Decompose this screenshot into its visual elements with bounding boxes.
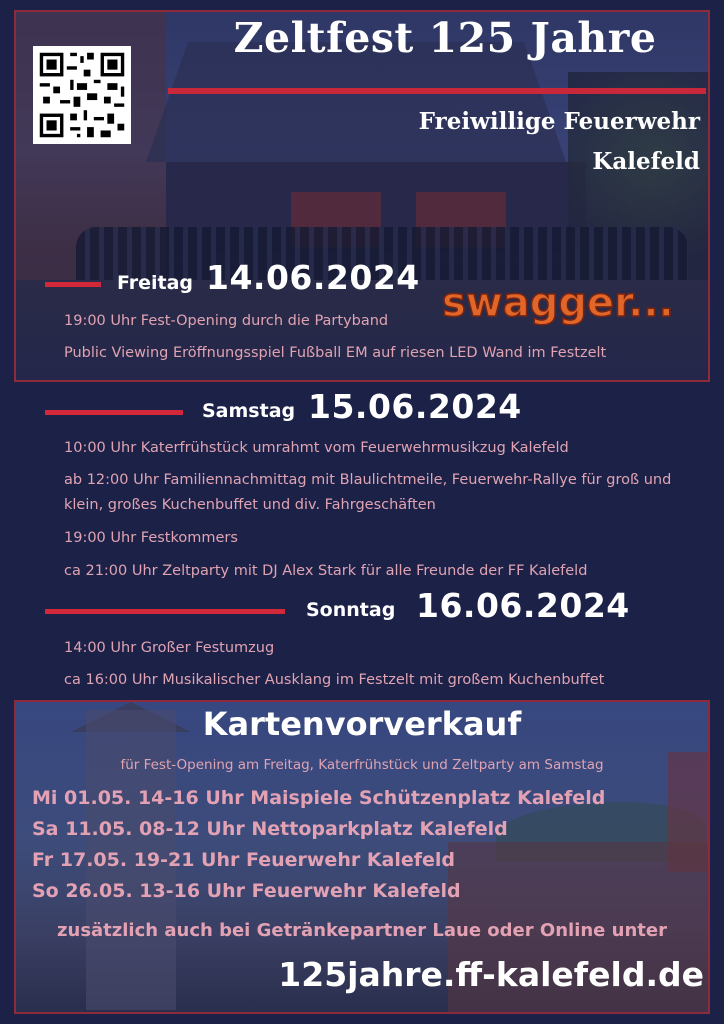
presale-online-note: zusätzlich auch bei Getränkepartner Laue oder Online unter (57, 920, 667, 941)
day-name-friday: Freitag (117, 272, 194, 294)
event-friday-2: Public Viewing Eröffnungsspiel Fußball EM auf riesen LED Wand im Festzelt (64, 345, 607, 361)
organizer-name: Freiwillige Feuerwehr (418, 108, 700, 135)
swagger-band-logo (440, 280, 700, 330)
day-name-sunday: Sonntag (306, 599, 396, 621)
event-sunday-1: 14:00 Uhr Großer Festumzug (64, 640, 275, 656)
day-marker-bar (45, 410, 183, 415)
event-title: Zeltfest 125 Jahre (233, 14, 657, 62)
day-name-saturday: Samstag (202, 400, 296, 422)
presale-date-3: Fr 17.05. 19-21 Uhr Feuerwehr Kalefeld (32, 849, 456, 871)
presale-date-2: Sa 11.05. 08-12 Uhr Nettoparkplatz Kalefeld (32, 818, 508, 840)
website-link[interactable]: 125jahre.ff-kalefeld.de (278, 955, 704, 994)
date-sunday: 16.06.2024 (416, 586, 630, 625)
event-saturday-1: 10:00 Uhr Katerfrühstück umrahmt vom Feuerwehrmusikzug Kalefeld (64, 440, 569, 456)
title-underline (168, 88, 706, 94)
event-friday-1: 19:00 Uhr Fest-Opening durch die Partyband (64, 313, 389, 329)
organizer-location: Kalefeld (592, 148, 700, 175)
date-saturday: 15.06.2024 (308, 387, 522, 426)
day-marker-bar (45, 609, 285, 614)
presale-date-4: So 26.05. 13-16 Uhr Feuerwehr Kalefeld (32, 880, 461, 902)
event-saturday-3: 19:00 Uhr Festkommers (64, 530, 238, 546)
event-sunday-2: ca 16:00 Uhr Musikalischer Ausklang im Festzelt mit großem Kuchenbuffet (64, 672, 605, 688)
qr-code-icon[interactable] (33, 46, 131, 144)
event-saturday-2: ab 12:00 Uhr Familiennachmittag mit Blaulichtmeile, Feuerwehr-Rallye für groß und klein, großes Kuchenbuffet und div. Fahrgeschäften (64, 472, 672, 513)
day-marker-bar (45, 282, 101, 287)
presale-subtitle: für Fest-Opening am Freitag, Katerfrühstück und Zeltparty am Samstag (120, 757, 604, 773)
date-friday: 14.06.2024 (206, 258, 420, 297)
presale-date-1: Mi 01.05. 14-16 Uhr Maispiele Schützenplatz Kalefeld (32, 787, 606, 809)
presale-title: Kartenvorverkauf (202, 705, 522, 743)
swagger-logo-text: swagger... (442, 280, 674, 326)
event-saturday-4: ca 21:00 Uhr Zeltparty mit DJ Alex Stark für alle Freunde der FF Kalefeld (64, 563, 588, 579)
